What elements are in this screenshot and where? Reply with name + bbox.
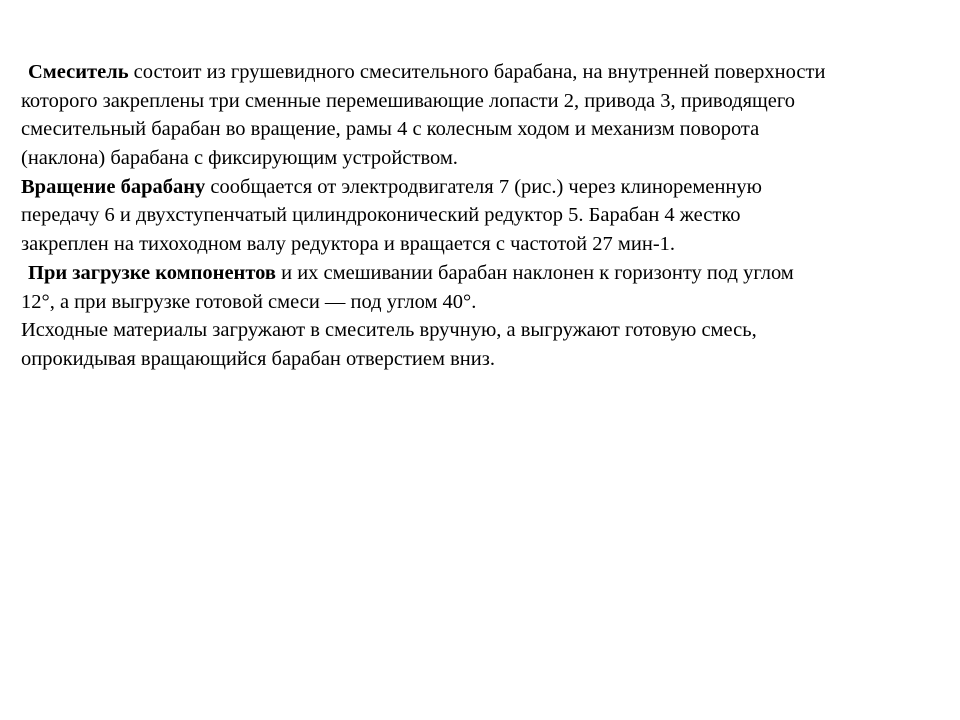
line-text: и их смешивании барабан наклонен к горизонту под углом xyxy=(275,261,794,284)
term-drum-rotation: Вращение барабану xyxy=(21,175,206,198)
line-text: (наклона) барабана с фиксирующим устройством. xyxy=(21,147,458,170)
text-line xyxy=(21,345,956,374)
text-line xyxy=(21,259,956,288)
line-text: смесительный барабан во вращение, рамы 4 с колесным ходом и механизм поворота xyxy=(21,118,760,141)
paragraph-materials xyxy=(21,316,956,373)
text-line xyxy=(21,144,956,173)
paragraph-mixer xyxy=(21,58,956,173)
body-text xyxy=(21,58,956,374)
line-text: опрокидывая вращающийся барабан отверстием вниз. xyxy=(21,347,495,370)
paragraph-drum-rotation xyxy=(21,173,956,259)
paragraph-loading xyxy=(21,259,956,316)
line-text: передачу 6 и двухступенчатый цилиндроконический редуктор 5. Барабан 4 жестко xyxy=(21,204,741,227)
line-text: закреплен на тихоходном валу редуктора и вращается с частотой 27 мин-1. xyxy=(21,233,676,256)
term-loading: При загрузке компонентов xyxy=(28,261,276,284)
text-line xyxy=(21,201,956,230)
text-line xyxy=(21,58,956,87)
text-line xyxy=(21,288,956,317)
term-mixer: Смеситель xyxy=(28,61,129,83)
text-line xyxy=(21,87,956,116)
text-line xyxy=(21,230,956,259)
line-text: сообщается от электродвигателя 7 (рис.) через клиноременную xyxy=(205,175,762,198)
line-text: Исходные материалы загружают в смеситель вручную, а выгружают готовую смесь, xyxy=(21,319,757,342)
text-line xyxy=(21,316,956,345)
line-text: 12°, а при выгрузке готовой смеси — под углом 40°. xyxy=(21,290,477,313)
text-line xyxy=(21,173,956,202)
line-text: состоит из грушевидного смесительного барабана, на внутренней поверхности xyxy=(128,61,826,83)
line-text: которого закреплены три сменные перемешивающие лопасти 2, привода 3, приводящего xyxy=(21,89,796,112)
text-line xyxy=(21,115,956,144)
